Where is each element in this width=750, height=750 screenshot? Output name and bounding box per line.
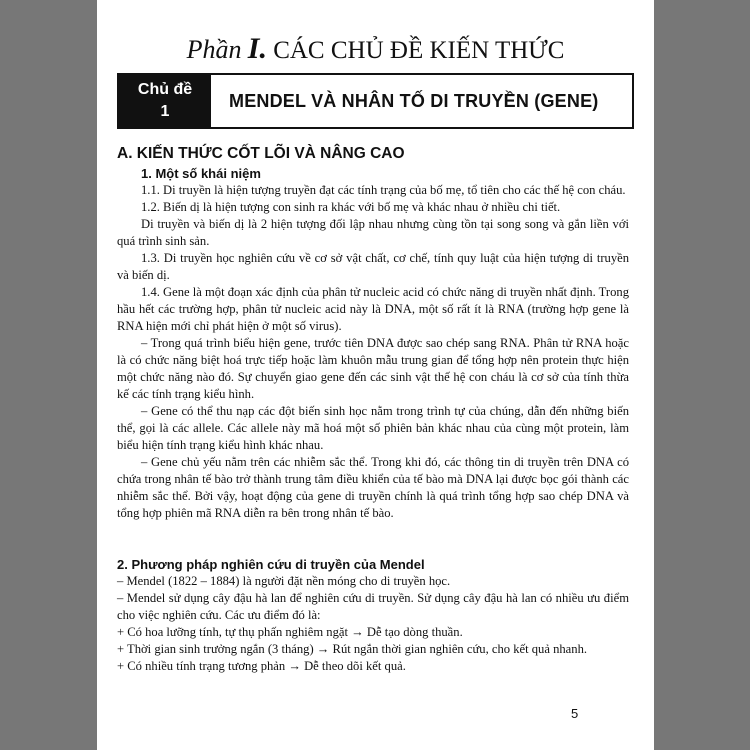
part-word: Phần	[186, 35, 242, 64]
section-a-heading: A. KIẾN THỨC CỐT LÕI VÀ NÂNG CAO	[117, 145, 405, 162]
paragraph: – Trong quá trình biểu hiện gene, trước tiên DNA được sao chép sang RNA. Phân tử RNA hoặc là có chức năng biệt hoá trực tiếp hoặc làm khuôn mẫu trung gian để tổng hợp nên protein thực hiện một chức năng nào đó. Sự chuyển giao gene đến các sinh vật thế hệ con cháu là cơ sở của tính thừa kế các tính trạng kiểu hình.	[117, 336, 629, 401]
paragraph: – Gene có thể thu nạp các đột biến sinh học nằm trong trình tự của chúng, dẫn đến những biến thể, gọi là các allele. Các allele này mã hoá một số phiên bản khác nhau của cùng một protein, làm biểu hiện tính trạng kiểu hình khác nhau.	[117, 404, 629, 452]
paragraph: 1.3. Di truyền học nghiên cứu về cơ sở vật chất, cơ chế, tính quy luật của hiện tượng di truyền và biến dị.	[117, 251, 629, 282]
paragraph: + Có hoa lưỡng tính, tự thụ phấn nghiêm ngặt → Dễ tạo dòng thuần.	[117, 625, 463, 639]
subsection-1-body	[117, 182, 629, 522]
topic-title: MENDEL VÀ NHÂN TỐ DI TRUYỀN (GENE)	[229, 90, 599, 111]
right-margin-border	[654, 0, 750, 750]
subsection-2-heading: 2. Phương pháp nghiên cứu di truyền của Mendel	[117, 557, 425, 572]
subsection-2-body	[117, 573, 629, 675]
part-heading: CÁC CHỦ ĐỀ KIẾN THỨC	[273, 37, 565, 64]
book-page	[97, 0, 654, 750]
part-title	[97, 32, 654, 66]
topic-label-number: 1	[160, 103, 170, 120]
paragraph: – Mendel sử dụng cây đậu hà lan để nghiên cứu di truyền. Sử dụng cây đậu hà lan có nhiều ưu điểm cho việc nghiên cứu. Các ưu điểm đó là:	[117, 591, 629, 622]
topic-label	[119, 75, 211, 127]
paragraph: Di truyền và biến dị là 2 hiện tượng đối lập nhau nhưng cùng tồn tại song song và gắn liền với quá trình sinh sản.	[117, 217, 629, 248]
paragraph: 1.4. Gene là một đoạn xác định của phân tử nucleic acid có chức năng di truyền nhất định. Trong hầu hết các trường hợp, phân tử nucleic acid này là DNA, một số rất ít là RNA (trường hợp gene là RNA hiện mới chỉ phát hiện ở một số virus).	[117, 285, 629, 333]
left-margin-border	[0, 0, 97, 750]
topic-header	[117, 73, 634, 129]
paragraph: 1.1. Di truyền là hiện tượng truyền đạt các tính trạng của bố mẹ, tổ tiên cho các thế hệ con cháu.	[141, 183, 626, 197]
paragraph: + Có nhiều tính trạng tương phản → Dễ theo dõi kết quả.	[117, 659, 406, 673]
part-numeral: I.	[247, 32, 267, 65]
paragraph: + Thời gian sinh trưởng ngắn (3 tháng) → Rút ngắn thời gian nghiên cứu, cho kết quả nhanh.	[117, 642, 588, 656]
paragraph: – Gene chủ yếu nằm trên các nhiễm sắc thể. Trong khi đó, các thông tin di truyền trên DNA có chứa trong nhân tế bào trở thành trung tâm điều khiển của tế bào mà DNA lại được bọc gói thành các nhiễm sắc thể. Bởi vậy, hoạt động của gene di truyền chính là quá trình tổng hợp sao chép DNA và tổng hợp phiên mã RNA diễn ra bên trong nhân tế bào.	[117, 455, 629, 520]
paragraph: – Mendel (1822 – 1884) là người đặt nền móng cho di truyền học.	[117, 574, 451, 588]
subsection-1-heading: 1. Một số khái niệm	[141, 166, 261, 181]
page-number: 5	[571, 706, 579, 721]
paragraph: 1.2. Biến dị là hiện tượng con sinh ra khác với bố mẹ và khác nhau ở nhiều chi tiết.	[141, 200, 561, 214]
topic-label-text: Chủ đề	[137, 81, 193, 98]
